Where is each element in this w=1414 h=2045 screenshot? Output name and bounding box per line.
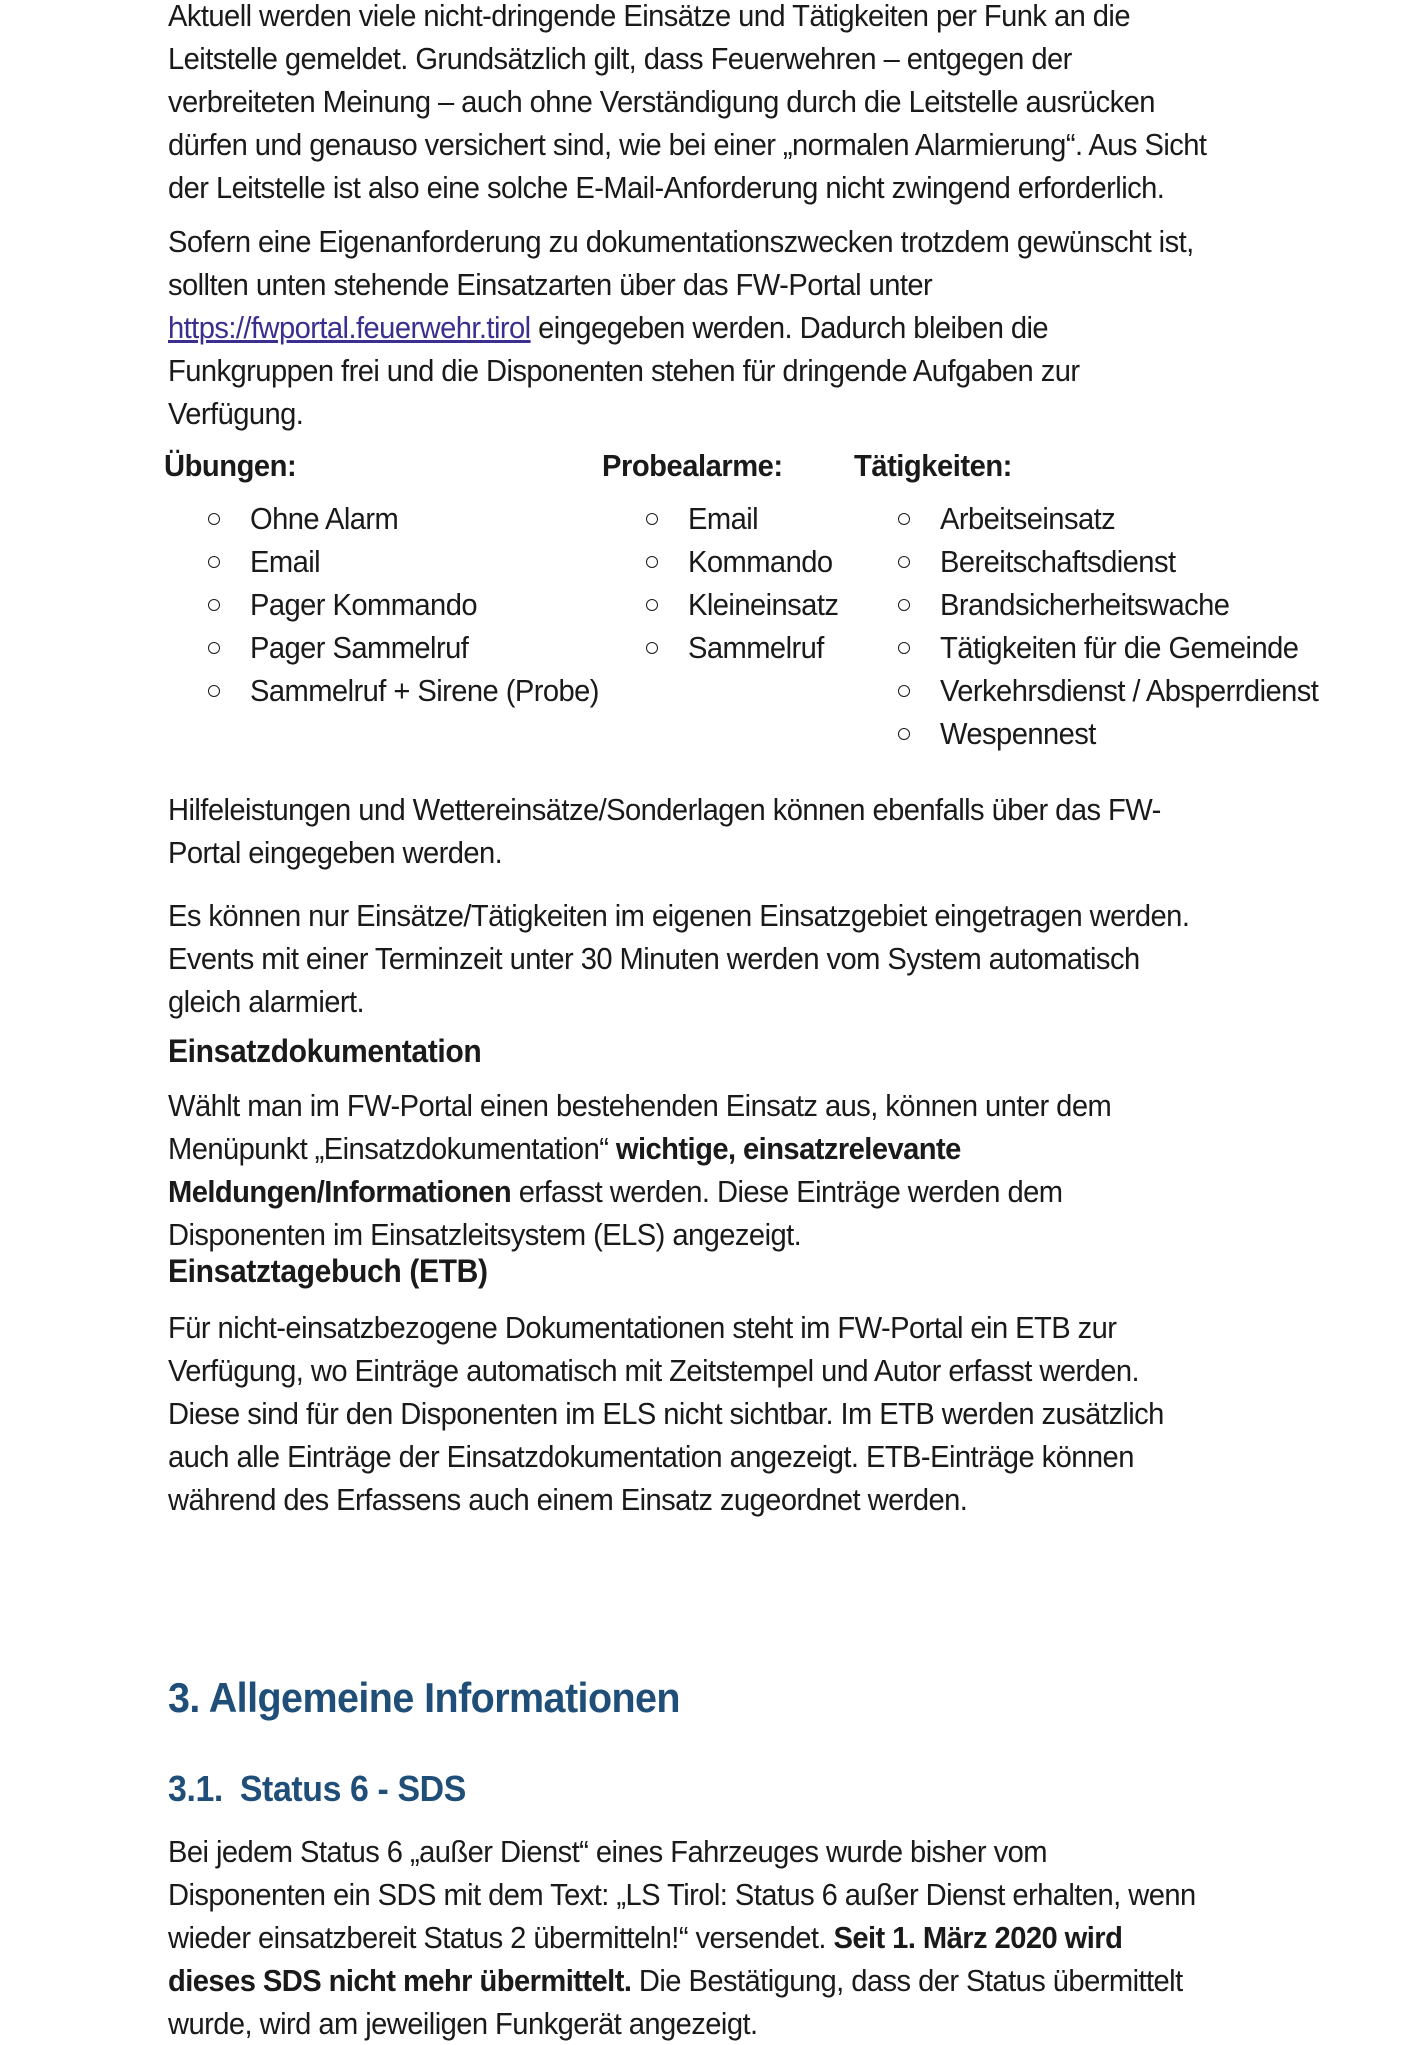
circle-bullet-icon	[208, 556, 220, 568]
list-item: Email	[602, 497, 848, 540]
list-item: Tätigkeiten für die Gemeinde	[854, 626, 1342, 669]
column-title-probealarme: Probealarme:	[602, 448, 783, 483]
list-item: Pager Sammelruf	[164, 626, 621, 669]
einsatzgebiet-paragraph: Es können nur Einsätze/Tätigkeiten im eigenen Einsatzgebiet eingetragen werden. Events mit einer Terminzeit unter 30 Minuten werden vom System automatisch gleich alarmiert.	[168, 898, 1190, 1019]
circle-bullet-icon	[898, 685, 910, 697]
list-item: Wespennest	[854, 712, 1342, 755]
section-title: Status 6 - SDS	[239, 1768, 466, 1809]
status6-paragraph: Bei jedem Status 6 „außer Dienst“ eines Fahrzeuges wurde bisher vom Disponenten ein SDS mit dem Text: „LS Tirol: Status 6 außer Dienst erhalten, wenn wieder einsatzbereit Status 2 übermitteln!“ versendet. Seit 1. März 2020 wird dieses SDS nicht mehr übermittelt. Die Bestätigung, dass der Status übermittelt wurde, wird am jeweiligen Funkgerät angezeigt.	[168, 1834, 1196, 2041]
section-3-heading: 3. Allgemeine Informationen	[168, 1674, 680, 1721]
section-number: 3.1.	[168, 1768, 223, 1809]
section-3-1-heading	[168, 1766, 466, 1812]
intro-paragraph-1: Aktuell werden viele nicht-dringende Einsätze und Tätigkeiten per Funk an die Leitstelle gemeldet. Grundsätzlich gilt, dass Feuerwehren – entgegen der verbreiteten Meinung – auch ohne Verständigung durch die Leitstelle ausrücken dürfen und genauso versichert sind, wie bei einer „normalen Alarmierung“. Aus Sicht der Leitstelle ist also eine solche E-Mail-Anforderung nicht zwingend erforderlich.	[168, 0, 1207, 205]
list-item: Pager Kommando	[164, 583, 621, 626]
column-uebungen	[164, 444, 621, 712]
circle-bullet-icon	[898, 513, 910, 525]
circle-bullet-icon	[898, 556, 910, 568]
list-item: Sammelruf	[602, 626, 848, 669]
circle-bullet-icon	[898, 599, 910, 611]
list-item: Ohne Alarm	[164, 497, 621, 540]
list-item: Sammelruf + Sirene (Probe)	[164, 669, 621, 712]
einsatzdokumentation-paragraph: Wählt man im FW-Portal einen bestehenden Einsatz aus, können unter dem Menüpunkt „Einsatzdokumentation“ wichtige, einsatzrelevante Meldungen/Informationen erfasst werden. Diese Einträge werden dem Disponenten im Einsatzleitsystem (ELS) angezeigt.	[168, 1088, 1112, 1252]
column-title-uebungen: Übungen:	[164, 448, 297, 483]
status6-bold: Seit 1. März 2020 wird dieses SDS nicht mehr übermittelt.	[168, 1920, 1123, 1998]
fwportal-link[interactable]: https://fwportal.feuerwehr.tirol	[168, 310, 531, 345]
einsatzarten-columns	[164, 444, 1344, 764]
circle-bullet-icon	[646, 642, 658, 654]
column-title-taetigkeiten: Tätigkeiten:	[854, 448, 1012, 483]
circle-bullet-icon	[898, 728, 910, 740]
column-probealarme	[602, 444, 848, 669]
circle-bullet-icon	[208, 513, 220, 525]
column-taetigkeiten	[854, 444, 1342, 755]
list-item: Kleineinsatz	[602, 583, 848, 626]
etb-heading: Einsatztagebuch (ETB)	[168, 1253, 488, 1289]
list-item: Email	[164, 540, 621, 583]
circle-bullet-icon	[646, 556, 658, 568]
list-probealarme	[602, 497, 848, 669]
list-item: Arbeitseinsatz	[854, 497, 1342, 540]
intro-text-before-link: Sofern eine Eigenanforderung zu dokumentationszwecken trotzdem gewünscht ist, sollten unten stehende Einsatzarten über das FW-Portal unter	[168, 224, 1194, 302]
einsatzdokumentation-bold: wichtige, einsatzrelevante Meldungen/Informationen	[168, 1131, 961, 1209]
circle-bullet-icon	[208, 685, 220, 697]
intro-paragraph-2	[168, 220, 1211, 435]
circle-bullet-icon	[646, 513, 658, 525]
circle-bullet-icon	[208, 599, 220, 611]
circle-bullet-icon	[646, 599, 658, 611]
circle-bullet-icon	[898, 642, 910, 654]
hilfeleistungen-paragraph: Hilfeleistungen und Wettereinsätze/Sonderlagen können ebenfalls über das FW-Portal eingegeben werden.	[168, 792, 1161, 870]
etb-paragraph: Für nicht-einsatzbezogene Dokumentationen steht im FW-Portal ein ETB zur Verfügung, wo Einträge automatisch mit Zeitstempel und Autor erfasst werden. Diese sind für den Disponenten im ELS nicht sichtbar. Im ETB werden zusätzlich auch alle Einträge der Einsatzdokumentation angezeigt. ETB-Einträge können während des Erfassens auch einem Einsatz zugeordnet werden.	[168, 1310, 1164, 1517]
list-taetigkeiten	[854, 497, 1342, 755]
intro-text-after-link: eingegeben werden. Dadurch bleiben die Funkgruppen frei und die Disponenten stehen für dringende Aufgaben zur Verfügung.	[168, 310, 1080, 431]
einsatzdokumentation-heading: Einsatzdokumentation	[168, 1033, 482, 1069]
list-item: Verkehrsdienst / Absperrdienst	[854, 669, 1342, 712]
list-uebungen	[164, 497, 621, 712]
list-item: Kommando	[602, 540, 848, 583]
list-item: Bereitschaftsdienst	[854, 540, 1342, 583]
circle-bullet-icon	[208, 642, 220, 654]
list-item: Brandsicherheitswache	[854, 583, 1342, 626]
